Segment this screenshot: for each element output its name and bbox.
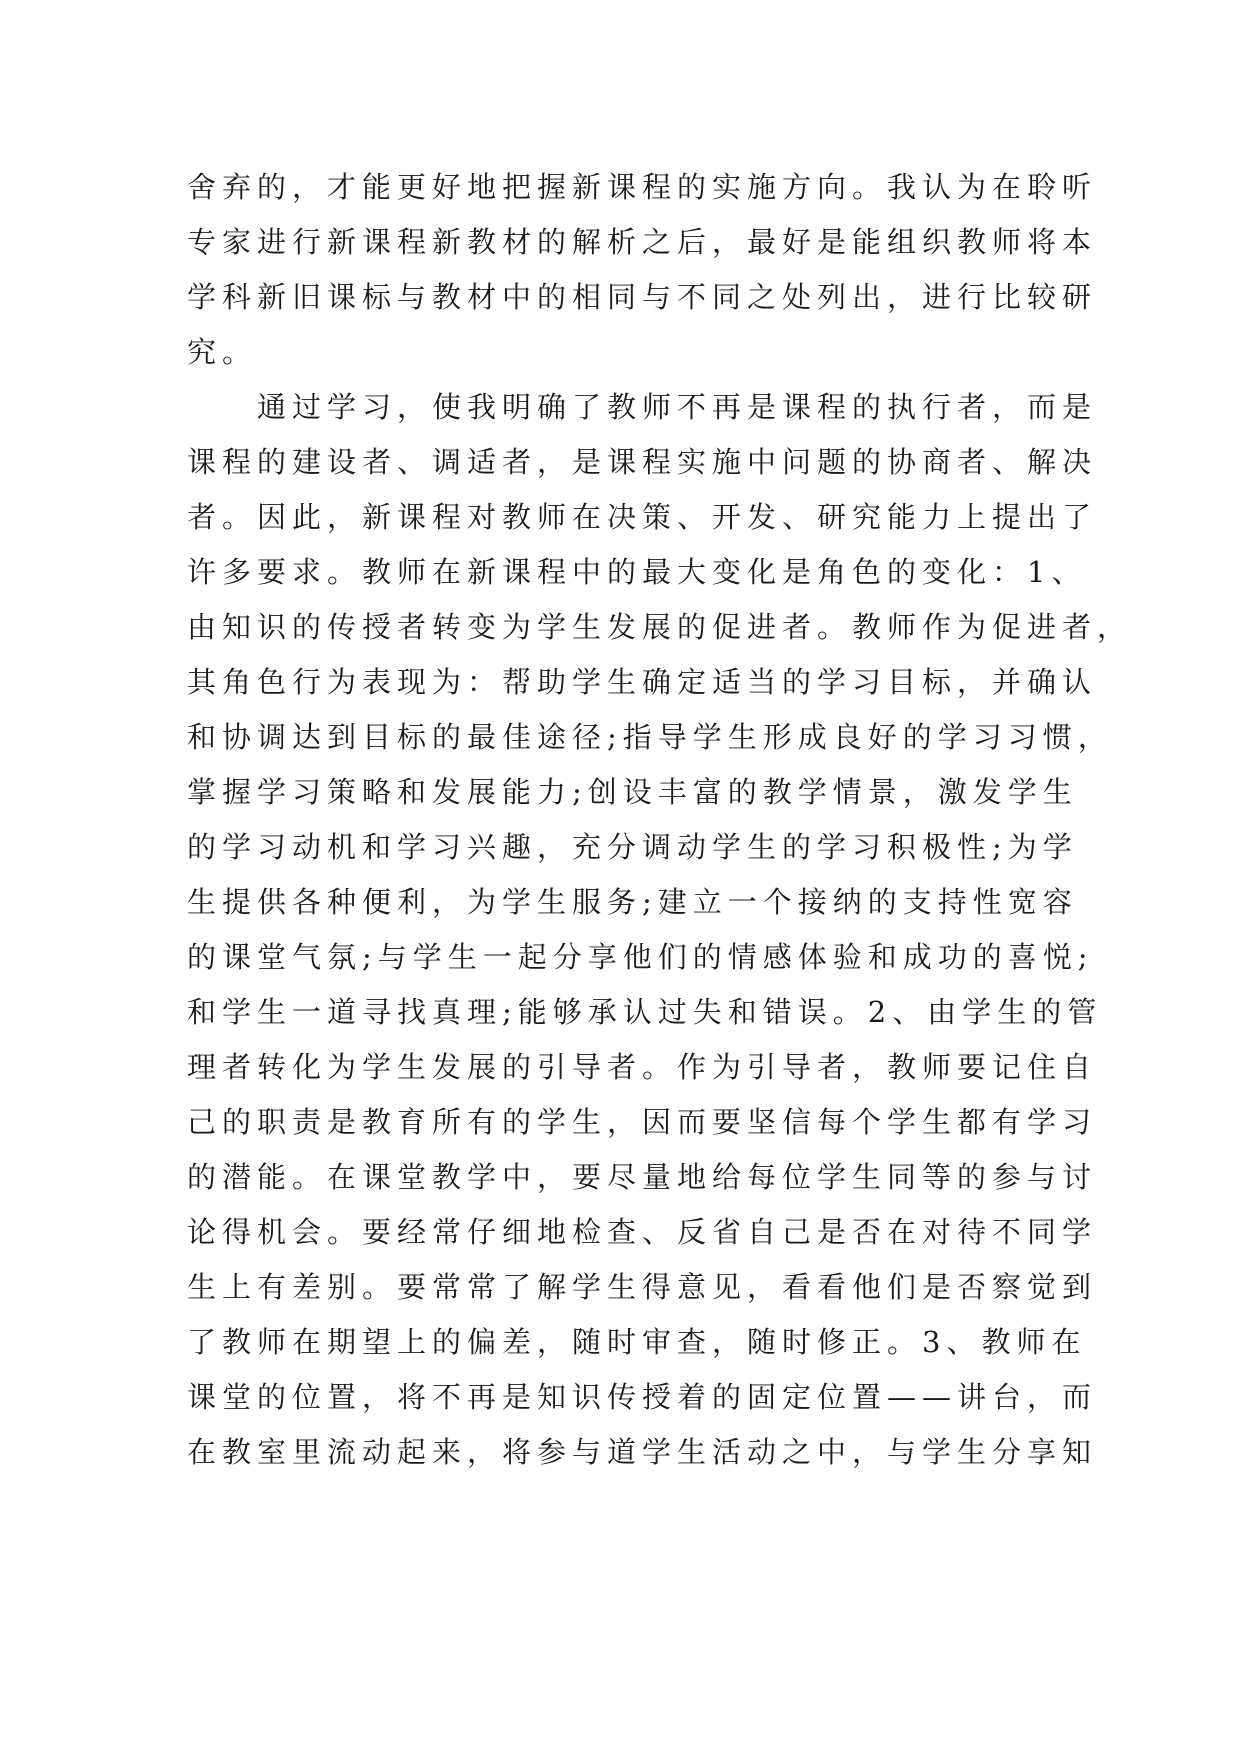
text-line: 了教师在期望上的偏差，随时审查，随时修正。3、教师在 xyxy=(187,1325,1087,1359)
text-line: 和协调达到目标的最佳途径;指导学生形成良好的学习习惯， xyxy=(187,720,1113,754)
text-line: 生上有差别。要常常了解学生得意见，看看他们是否察觉到 xyxy=(187,1270,1098,1304)
paragraph-1 xyxy=(187,160,1098,380)
text-line: 理者转化为学生发展的引导者。作为引导者，教师要记住自 xyxy=(187,1050,1098,1084)
text-line: 舍弃的，才能更好地把握新课程的实施方向。我认为在聆听 xyxy=(187,170,1098,204)
text-line: 的潜能。在课堂教学中，要尽量地给每位学生同等的参与讨 xyxy=(187,1160,1098,1194)
text-line: 论得机会。要经常仔细地检查、反省自己是否在对待不同学 xyxy=(187,1215,1098,1249)
text-line: 通过学习，使我明确了教师不再是课程的执行者，而是 xyxy=(257,390,1098,424)
text-line: 由知识的传授者转变为学生发展的促进者。教师作为促进者， xyxy=(187,610,1133,644)
text-line: 己的职责是教育所有的学生，因而要坚信每个学生都有学习 xyxy=(187,1105,1098,1139)
text-line: 掌握学习策略和发展能力;创设丰富的教学情景，激发学生 xyxy=(187,775,1078,809)
text-line: 和学生一道寻找真理;能够承认过失和错误。2、由学生的管 xyxy=(187,995,1103,1029)
text-line: 究。 xyxy=(187,335,258,369)
text-line: 许多要求。教师在新课程中的最大变化是角色的变化：1、 xyxy=(187,555,1087,589)
text-line: 学科新旧课标与教材中的相同与不同之处列出，进行比较研 xyxy=(187,280,1098,314)
text-line: 者。因此，新课程对教师在决策、开发、研究能力上提出了 xyxy=(187,500,1098,534)
text-line: 专家进行新课程新教材的解析之后，最好是能组织教师将本 xyxy=(187,225,1098,259)
paragraph-2 xyxy=(187,380,1133,1480)
text-line: 课程的建设者、调适者，是课程实施中问题的协商者、解决 xyxy=(187,445,1098,479)
text-line: 的学习动机和学习兴趣，充分调动学生的学习积极性;为学 xyxy=(187,830,1078,864)
text-line: 生提供各种便利，为学生服务;建立一个接纳的支持性宽容 xyxy=(187,885,1078,919)
text-line: 在教室里流动起来，将参与道学生活动之中，与学生分享知 xyxy=(187,1435,1098,1469)
text-line: 其角色行为表现为：帮助学生确定适当的学习目标，并确认 xyxy=(187,665,1098,699)
document-body xyxy=(187,160,1133,1480)
text-line: 课堂的位置，将不再是知识传授着的固定位置——讲台，而 xyxy=(187,1380,1098,1414)
text-line: 的课堂气氛;与学生一起分享他们的情感体验和成功的喜悦; xyxy=(187,940,1094,974)
